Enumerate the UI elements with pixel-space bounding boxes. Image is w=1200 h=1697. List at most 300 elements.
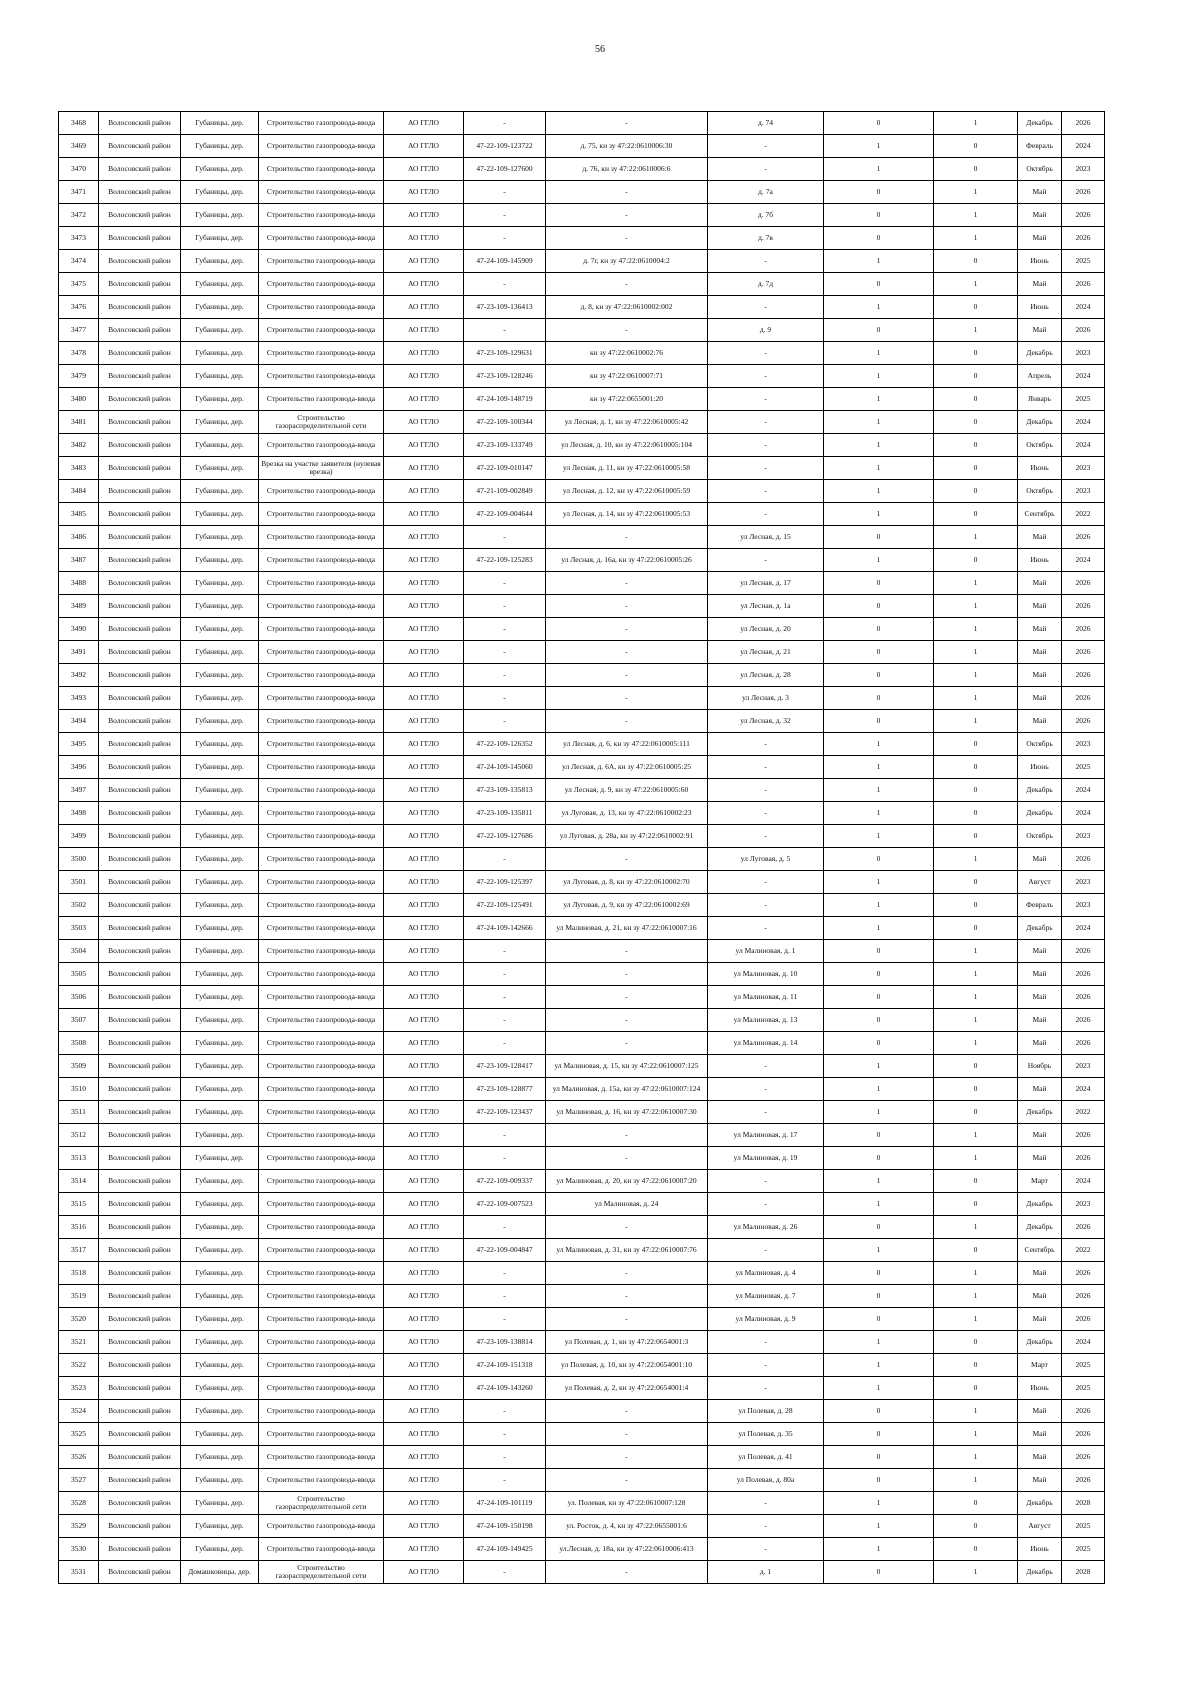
- cell-district: Волосовский район: [99, 756, 181, 779]
- cell-work-type: Строительство газопровода-ввода: [259, 181, 384, 204]
- cell-month: Май: [1018, 618, 1062, 641]
- cell-work-type: Строительство газопровода-ввода: [259, 871, 384, 894]
- table-row: [59, 1032, 1105, 1055]
- cell-address: -: [708, 296, 824, 319]
- cell-address: ул Малиновая, д. 19: [708, 1147, 824, 1170]
- cell-count-b: 1: [934, 1124, 1018, 1147]
- table-row: [59, 756, 1105, 779]
- cell-settlement: Губаницы, дер.: [181, 779, 259, 802]
- cell-month: Май: [1018, 572, 1062, 595]
- cell-district: Волосовский район: [99, 388, 181, 411]
- cell-address: -: [708, 1331, 824, 1354]
- cell-application-number: -: [464, 1446, 546, 1469]
- cell-application-number: -: [464, 1147, 546, 1170]
- cell-settlement: Губаницы, дер.: [181, 204, 259, 227]
- cell-settlement: Губаницы, дер.: [181, 1354, 259, 1377]
- cell-work-type: Строительство газопровода-ввода: [259, 1055, 384, 1078]
- cell-row-number: 3485: [59, 503, 99, 526]
- cell-count-a: 0: [824, 1009, 934, 1032]
- cell-count-b: 1: [934, 1308, 1018, 1331]
- cell-work-type: Строительство газопровода-ввода: [259, 1469, 384, 1492]
- cell-work-type: Строительство газопровода-ввода: [259, 204, 384, 227]
- cell-district: Волосовский район: [99, 825, 181, 848]
- cell-application-number: -: [464, 1216, 546, 1239]
- cell-count-b: 1: [934, 526, 1018, 549]
- cell-settlement: Губаницы, дер.: [181, 342, 259, 365]
- cell-organization: АО ГГЛО: [384, 1147, 464, 1170]
- cell-work-type: Строительство газораспределительной сети: [259, 1492, 384, 1515]
- table-row: [59, 135, 1105, 158]
- cell-year: 2024: [1062, 365, 1105, 388]
- cell-settlement: Губаницы, дер.: [181, 618, 259, 641]
- cell-settlement: Губаницы, дер.: [181, 273, 259, 296]
- cell-row-number: 3471: [59, 181, 99, 204]
- cell-application-number: 47-22-109-125491: [464, 894, 546, 917]
- cell-settlement: Губаницы, дер.: [181, 940, 259, 963]
- cell-count-b: 0: [934, 1538, 1018, 1561]
- table-row: [59, 1492, 1105, 1515]
- cell-month: Декабрь: [1018, 802, 1062, 825]
- cell-row-number: 3498: [59, 802, 99, 825]
- cell-address: -: [708, 1170, 824, 1193]
- cell-organization: АО ГГЛО: [384, 1446, 464, 1469]
- cell-address: -: [708, 1055, 824, 1078]
- cell-district: Волосовский район: [99, 112, 181, 135]
- cell-month: Июнь: [1018, 296, 1062, 319]
- cell-address: ул Малиновая, д. 7: [708, 1285, 824, 1308]
- cell-count-a: 1: [824, 1193, 934, 1216]
- cell-count-a: 0: [824, 572, 934, 595]
- cell-work-type: Строительство газопровода-ввода: [259, 158, 384, 181]
- cell-district: Волосовский район: [99, 641, 181, 664]
- cell-settlement: Губаницы, дер.: [181, 1262, 259, 1285]
- cell-count-a: 1: [824, 457, 934, 480]
- table-row: [59, 434, 1105, 457]
- cell-application-number: 47-22-109-100344: [464, 411, 546, 434]
- table-row: [59, 595, 1105, 618]
- cell-work-type: Строительство газопровода-ввода: [259, 572, 384, 595]
- cell-settlement: Губаницы, дер.: [181, 1055, 259, 1078]
- cell-organization: АО ГГЛО: [384, 1492, 464, 1515]
- table-row: [59, 894, 1105, 917]
- cell-month: Май: [1018, 319, 1062, 342]
- cell-address-cadastral: -: [546, 181, 708, 204]
- cell-address: -: [708, 457, 824, 480]
- cell-row-number: 3510: [59, 1078, 99, 1101]
- cell-organization: АО ГГЛО: [384, 480, 464, 503]
- cell-address-cadastral: -: [546, 1147, 708, 1170]
- register-body: [59, 112, 1105, 1584]
- cell-work-type: Строительство газопровода-ввода: [259, 687, 384, 710]
- table-row: [59, 779, 1105, 802]
- cell-count-a: 1: [824, 250, 934, 273]
- cell-organization: АО ГГЛО: [384, 779, 464, 802]
- cell-count-a: 1: [824, 158, 934, 181]
- cell-work-type: Строительство газораспределительной сети: [259, 1561, 384, 1584]
- cell-row-number: 3487: [59, 549, 99, 572]
- cell-district: Волосовский район: [99, 1170, 181, 1193]
- cell-count-b: 0: [934, 135, 1018, 158]
- cell-district: Волосовский район: [99, 687, 181, 710]
- cell-year: 2024: [1062, 917, 1105, 940]
- cell-district: Волосовский район: [99, 1009, 181, 1032]
- cell-address-cadastral: -: [546, 848, 708, 871]
- cell-organization: АО ГГЛО: [384, 1078, 464, 1101]
- cell-organization: АО ГГЛО: [384, 1331, 464, 1354]
- cell-application-number: 47-22-109-127686: [464, 825, 546, 848]
- cell-district: Волосовский район: [99, 549, 181, 572]
- cell-count-a: 1: [824, 411, 934, 434]
- cell-organization: АО ГГЛО: [384, 1262, 464, 1285]
- cell-month: Август: [1018, 871, 1062, 894]
- cell-work-type: Строительство газопровода-ввода: [259, 825, 384, 848]
- cell-address: -: [708, 503, 824, 526]
- cell-count-a: 0: [824, 1423, 934, 1446]
- cell-count-b: 0: [934, 917, 1018, 940]
- cell-count-b: 0: [934, 779, 1018, 802]
- cell-settlement: Губаницы, дер.: [181, 1492, 259, 1515]
- cell-address: ул Малиновая, д. 14: [708, 1032, 824, 1055]
- cell-settlement: Губаницы, дер.: [181, 710, 259, 733]
- cell-application-number: -: [464, 227, 546, 250]
- cell-application-number: -: [464, 664, 546, 687]
- cell-count-a: 1: [824, 1515, 934, 1538]
- cell-application-number: 47-22-109-123722: [464, 135, 546, 158]
- cell-count-b: 1: [934, 1262, 1018, 1285]
- cell-work-type: Строительство газопровода-ввода: [259, 756, 384, 779]
- cell-work-type: Строительство газопровода-ввода: [259, 917, 384, 940]
- cell-row-number: 3513: [59, 1147, 99, 1170]
- cell-address: -: [708, 365, 824, 388]
- cell-address-cadastral: -: [546, 1285, 708, 1308]
- cell-count-b: 1: [934, 687, 1018, 710]
- cell-count-a: 1: [824, 1354, 934, 1377]
- cell-address: ул Малиновая, д. 17: [708, 1124, 824, 1147]
- table-row: [59, 549, 1105, 572]
- cell-month: Октябрь: [1018, 434, 1062, 457]
- cell-organization: АО ГГЛО: [384, 319, 464, 342]
- cell-application-number: 47-22-109-009337: [464, 1170, 546, 1193]
- cell-row-number: 3527: [59, 1469, 99, 1492]
- table-row: [59, 618, 1105, 641]
- cell-count-b: 1: [934, 940, 1018, 963]
- table-row: [59, 1400, 1105, 1423]
- table-row: [59, 664, 1105, 687]
- cell-address: -: [708, 825, 824, 848]
- cell-address: -: [708, 135, 824, 158]
- cell-address: ул Лесная, д. 20: [708, 618, 824, 641]
- cell-district: Волосовский район: [99, 1262, 181, 1285]
- cell-address-cadastral: ул Лесная, д. 10, кн зу 47:22:0610005:104: [546, 434, 708, 457]
- cell-count-a: 1: [824, 733, 934, 756]
- cell-settlement: Губаницы, дер.: [181, 917, 259, 940]
- cell-work-type: Строительство газопровода-ввода: [259, 1285, 384, 1308]
- cell-organization: АО ГГЛО: [384, 1538, 464, 1561]
- cell-count-b: 0: [934, 1101, 1018, 1124]
- cell-work-type: Строительство газопровода-ввода: [259, 503, 384, 526]
- cell-address-cadastral: ул Малиновая, д. 21, кн зу 47:22:0610007:16: [546, 917, 708, 940]
- cell-district: Волосовский район: [99, 917, 181, 940]
- table-row: [59, 204, 1105, 227]
- cell-month: Декабрь: [1018, 1216, 1062, 1239]
- cell-month: Май: [1018, 986, 1062, 1009]
- cell-organization: АО ГГЛО: [384, 273, 464, 296]
- cell-year: 2026: [1062, 848, 1105, 871]
- cell-organization: АО ГГЛО: [384, 1032, 464, 1055]
- cell-settlement: Губаницы, дер.: [181, 595, 259, 618]
- cell-count-a: 0: [824, 1561, 934, 1584]
- cell-work-type: Строительство газопровода-ввода: [259, 296, 384, 319]
- cell-year: 2022: [1062, 1239, 1105, 1262]
- cell-row-number: 3490: [59, 618, 99, 641]
- cell-address-cadastral: -: [546, 1469, 708, 1492]
- table-row: [59, 1055, 1105, 1078]
- cell-year: 2026: [1062, 1469, 1105, 1492]
- cell-row-number: 3502: [59, 894, 99, 917]
- cell-application-number: -: [464, 1308, 546, 1331]
- table-row: [59, 1538, 1105, 1561]
- cell-settlement: Губаницы, дер.: [181, 894, 259, 917]
- table-row: [59, 1124, 1105, 1147]
- cell-organization: АО ГГЛО: [384, 618, 464, 641]
- cell-application-number: -: [464, 112, 546, 135]
- cell-district: Волосовский район: [99, 158, 181, 181]
- cell-count-a: 0: [824, 618, 934, 641]
- cell-row-number: 3468: [59, 112, 99, 135]
- cell-organization: АО ГГЛО: [384, 1285, 464, 1308]
- cell-month: Июнь: [1018, 756, 1062, 779]
- cell-application-number: -: [464, 1032, 546, 1055]
- cell-month: Декабрь: [1018, 112, 1062, 135]
- cell-organization: АО ГГЛО: [384, 1561, 464, 1584]
- cell-address: -: [708, 1239, 824, 1262]
- table-row: [59, 181, 1105, 204]
- cell-district: Волосовский район: [99, 572, 181, 595]
- cell-address-cadastral: ул Лесная, д. 14, кн зу 47:22:0610005:53: [546, 503, 708, 526]
- cell-address: -: [708, 1538, 824, 1561]
- cell-address-cadastral: -: [546, 273, 708, 296]
- cell-count-b: 0: [934, 802, 1018, 825]
- cell-address-cadastral: -: [546, 940, 708, 963]
- cell-address: ул Луговая, д. 5: [708, 848, 824, 871]
- cell-district: Волосовский район: [99, 802, 181, 825]
- cell-count-b: 1: [934, 963, 1018, 986]
- cell-district: Волосовский район: [99, 1446, 181, 1469]
- cell-year: 2024: [1062, 802, 1105, 825]
- cell-year: 2023: [1062, 158, 1105, 181]
- cell-row-number: 3492: [59, 664, 99, 687]
- cell-year: 2024: [1062, 1331, 1105, 1354]
- cell-count-a: 0: [824, 181, 934, 204]
- cell-month: Октябрь: [1018, 733, 1062, 756]
- cell-month: Сентябрь: [1018, 503, 1062, 526]
- cell-settlement: Губаницы, дер.: [181, 227, 259, 250]
- cell-settlement: Губаницы, дер.: [181, 641, 259, 664]
- cell-district: Волосовский район: [99, 1032, 181, 1055]
- cell-count-b: 0: [934, 480, 1018, 503]
- cell-work-type: Строительство газопровода-ввода: [259, 1331, 384, 1354]
- cell-row-number: 3478: [59, 342, 99, 365]
- cell-month: Февраль: [1018, 135, 1062, 158]
- cell-year: 2026: [1062, 687, 1105, 710]
- table-row: [59, 503, 1105, 526]
- cell-count-b: 1: [934, 319, 1018, 342]
- cell-address-cadastral: ул Малиновая, д. 15, кн зу 47:22:0610007:125: [546, 1055, 708, 1078]
- cell-count-b: 1: [934, 1400, 1018, 1423]
- cell-count-a: 0: [824, 1308, 934, 1331]
- cell-application-number: 47-23-109-135813: [464, 779, 546, 802]
- cell-month: Декабрь: [1018, 342, 1062, 365]
- cell-work-type: Строительство газопровода-ввода: [259, 1216, 384, 1239]
- cell-organization: АО ГГЛО: [384, 457, 464, 480]
- cell-year: 2023: [1062, 871, 1105, 894]
- cell-count-a: 1: [824, 135, 934, 158]
- cell-address: -: [708, 411, 824, 434]
- cell-count-b: 1: [934, 1423, 1018, 1446]
- cell-district: Волосовский район: [99, 1285, 181, 1308]
- cell-address-cadastral: ул Лесная, д. 16а, кн зу 47:22:0610005:26: [546, 549, 708, 572]
- cell-settlement: Губаницы, дер.: [181, 1147, 259, 1170]
- cell-year: 2024: [1062, 434, 1105, 457]
- cell-year: 2023: [1062, 457, 1105, 480]
- cell-address-cadastral: -: [546, 1400, 708, 1423]
- table-row: [59, 825, 1105, 848]
- cell-month: Июнь: [1018, 250, 1062, 273]
- cell-count-a: 1: [824, 1377, 934, 1400]
- cell-month: Июнь: [1018, 549, 1062, 572]
- cell-count-a: 1: [824, 1078, 934, 1101]
- cell-year: 2024: [1062, 1078, 1105, 1101]
- cell-row-number: 3476: [59, 296, 99, 319]
- cell-count-a: 1: [824, 1170, 934, 1193]
- cell-district: Волосовский район: [99, 1469, 181, 1492]
- cell-district: Волосовский район: [99, 1331, 181, 1354]
- table-row: [59, 1515, 1105, 1538]
- cell-count-a: 0: [824, 940, 934, 963]
- table-row: [59, 917, 1105, 940]
- cell-address: -: [708, 779, 824, 802]
- cell-application-number: 47-23-109-135811: [464, 802, 546, 825]
- cell-count-a: 1: [824, 503, 934, 526]
- cell-count-a: 1: [824, 1101, 934, 1124]
- cell-settlement: Губаницы, дер.: [181, 388, 259, 411]
- cell-work-type: Строительство газопровода-ввода: [259, 1124, 384, 1147]
- cell-organization: АО ГГЛО: [384, 710, 464, 733]
- cell-settlement: Губаницы, дер.: [181, 1170, 259, 1193]
- cell-count-a: 1: [824, 1492, 934, 1515]
- cell-count-b: 1: [934, 986, 1018, 1009]
- cell-row-number: 3479: [59, 365, 99, 388]
- cell-row-number: 3499: [59, 825, 99, 848]
- cell-district: Волосовский район: [99, 1124, 181, 1147]
- cell-district: Волосовский район: [99, 1538, 181, 1561]
- cell-row-number: 3517: [59, 1239, 99, 1262]
- cell-address: ул Лесная, д. 1а: [708, 595, 824, 618]
- cell-count-b: 0: [934, 1055, 1018, 1078]
- cell-row-number: 3523: [59, 1377, 99, 1400]
- cell-settlement: Губаницы, дер.: [181, 733, 259, 756]
- cell-row-number: 3516: [59, 1216, 99, 1239]
- cell-month: Май: [1018, 1262, 1062, 1285]
- cell-count-b: 0: [934, 825, 1018, 848]
- cell-application-number: 47-24-109-148719: [464, 388, 546, 411]
- cell-address: ул Малиновая, д. 11: [708, 986, 824, 1009]
- cell-application-number: 47-22-109-010147: [464, 457, 546, 480]
- cell-settlement: Губаницы, дер.: [181, 1515, 259, 1538]
- cell-month: Июнь: [1018, 1538, 1062, 1561]
- cell-application-number: 47-22-109-125283: [464, 549, 546, 572]
- cell-count-b: 1: [934, 572, 1018, 595]
- cell-application-number: -: [464, 526, 546, 549]
- cell-year: 2024: [1062, 411, 1105, 434]
- cell-count-a: 0: [824, 641, 934, 664]
- cell-settlement: Губаницы, дер.: [181, 1193, 259, 1216]
- cell-settlement: Губаницы, дер.: [181, 1423, 259, 1446]
- cell-district: Волосовский район: [99, 1354, 181, 1377]
- cell-row-number: 3497: [59, 779, 99, 802]
- cell-month: Декабрь: [1018, 1193, 1062, 1216]
- cell-year: 2025: [1062, 250, 1105, 273]
- cell-district: Волосовский район: [99, 227, 181, 250]
- cell-month: Май: [1018, 1400, 1062, 1423]
- cell-count-a: 1: [824, 779, 934, 802]
- table-row: [59, 1469, 1105, 1492]
- cell-settlement: Губаницы, дер.: [181, 480, 259, 503]
- cell-row-number: 3530: [59, 1538, 99, 1561]
- cell-application-number: 47-22-109-004847: [464, 1239, 546, 1262]
- cell-count-b: 0: [934, 1492, 1018, 1515]
- cell-organization: АО ГГЛО: [384, 756, 464, 779]
- table-row: [59, 1262, 1105, 1285]
- cell-address: -: [708, 1492, 824, 1515]
- cell-address-cadastral: -: [546, 572, 708, 595]
- cell-address-cadastral: ул Малиновая, д. 31, кн зу 47:22:0610007:76: [546, 1239, 708, 1262]
- cell-month: Декабрь: [1018, 917, 1062, 940]
- cell-organization: АО ГГЛО: [384, 664, 464, 687]
- cell-count-b: 0: [934, 1354, 1018, 1377]
- cell-settlement: Губаницы, дер.: [181, 986, 259, 1009]
- cell-work-type: Строительство газопровода-ввода: [259, 779, 384, 802]
- cell-month: Октябрь: [1018, 480, 1062, 503]
- cell-organization: АО ГГЛО: [384, 687, 464, 710]
- cell-row-number: 3519: [59, 1285, 99, 1308]
- cell-application-number: 47-22-109-007523: [464, 1193, 546, 1216]
- cell-month: Май: [1018, 963, 1062, 986]
- cell-work-type: Строительство газопровода-ввода: [259, 526, 384, 549]
- cell-address: -: [708, 250, 824, 273]
- cell-month: Май: [1018, 1078, 1062, 1101]
- cell-work-type: Строительство газопровода-ввода: [259, 733, 384, 756]
- cell-district: Волосовский район: [99, 1101, 181, 1124]
- cell-work-type: Строительство газопровода-ввода: [259, 480, 384, 503]
- cell-year: 2024: [1062, 296, 1105, 319]
- cell-address-cadastral: ул Луговая, д. 28а, кн зу 47:22:0610002:91: [546, 825, 708, 848]
- table-row: [59, 526, 1105, 549]
- cell-month: Декабрь: [1018, 779, 1062, 802]
- cell-address-cadastral: -: [546, 1262, 708, 1285]
- cell-organization: АО ГГЛО: [384, 1055, 464, 1078]
- cell-count-a: 1: [824, 1055, 934, 1078]
- cell-work-type: Строительство газопровода-ввода: [259, 618, 384, 641]
- cell-count-a: 0: [824, 1285, 934, 1308]
- cell-organization: АО ГГЛО: [384, 135, 464, 158]
- cell-application-number: 47-24-109-145909: [464, 250, 546, 273]
- cell-count-a: 1: [824, 549, 934, 572]
- cell-year: 2026: [1062, 641, 1105, 664]
- cell-district: Волосовский район: [99, 1377, 181, 1400]
- cell-address: -: [708, 871, 824, 894]
- table-row: [59, 1331, 1105, 1354]
